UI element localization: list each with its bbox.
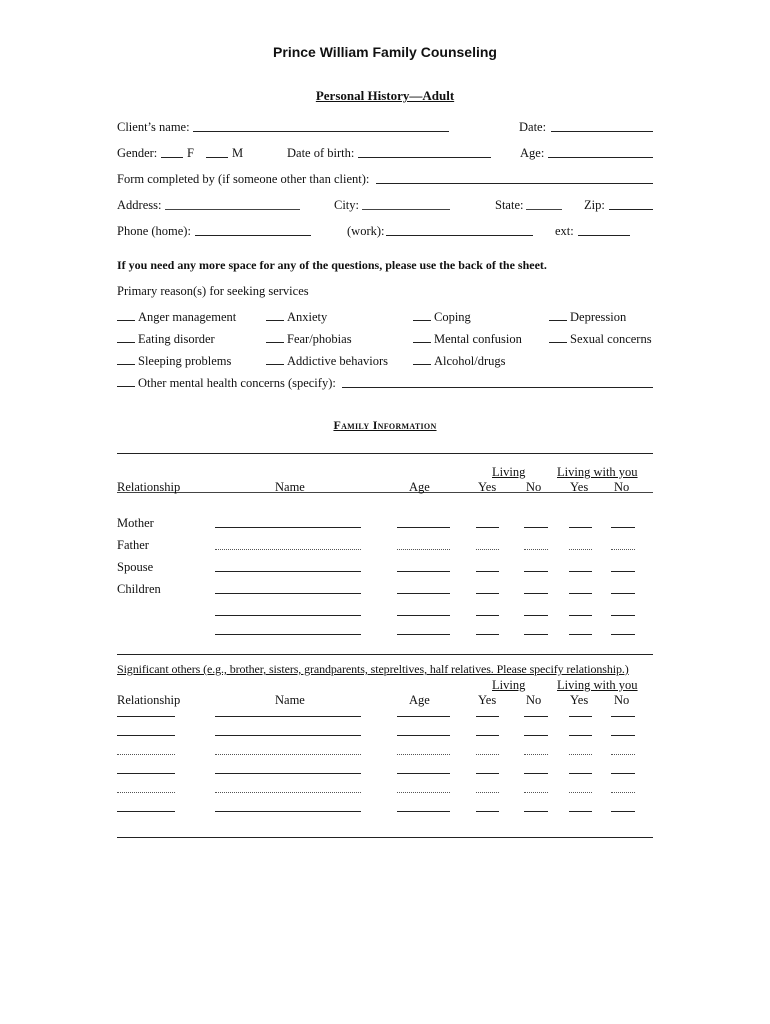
family-age-field-5[interactable] (397, 615, 450, 616)
reason-addictive[interactable]: Addictive behaviors (266, 354, 388, 369)
family-row-children: Children (117, 582, 161, 596)
family-col-with-yes: Yes (570, 480, 589, 494)
reason-coping[interactable]: Coping (413, 310, 471, 325)
others-name-field-4[interactable] (215, 773, 361, 774)
others-living-yes-field-4[interactable] (476, 773, 499, 774)
others-name-field-1[interactable] (215, 716, 361, 717)
others-living-no-field-3[interactable] (524, 754, 548, 755)
others-relationship-field-3[interactable] (117, 754, 175, 755)
family-living-no-field-3[interactable] (524, 571, 548, 572)
others-divider-bottom (117, 837, 653, 838)
dob-field[interactable] (358, 157, 491, 158)
others-with-yes-field-5[interactable] (569, 792, 592, 793)
family-living-yes-field-1[interactable] (476, 527, 499, 528)
others-living-no-field-1[interactable] (524, 716, 548, 717)
dob-label: Date of birth: (287, 146, 355, 160)
ext-label: ext: (555, 224, 574, 238)
family-living-yes-field-2[interactable] (476, 549, 499, 550)
reasons-heading: Primary reason(s) for seeking services (117, 284, 309, 298)
completed-by-field[interactable] (376, 183, 653, 184)
date-label: Date: (519, 120, 547, 134)
family-col-living-with: Living with you (557, 465, 638, 479)
others-with-no-field-2[interactable] (611, 735, 635, 736)
family-age-field-3[interactable] (397, 571, 450, 572)
others-col-living-no: No (526, 693, 542, 707)
reason-other-field[interactable] (342, 387, 653, 388)
state-label: State: (495, 198, 524, 212)
others-col-living-yes: Yes (478, 693, 497, 707)
others-name-field-6[interactable] (215, 811, 361, 812)
phone-home-label: Phone (home): (117, 224, 191, 238)
reason-anxiety[interactable]: Anxiety (266, 310, 327, 325)
others-age-field-4[interactable] (397, 773, 450, 774)
family-living-yes-field-4[interactable] (476, 593, 499, 594)
reason-alcohol[interactable]: Alcohol/drugs (413, 354, 506, 369)
family-age-field-2[interactable] (397, 549, 450, 550)
reason-eating[interactable]: Eating disorder (117, 332, 215, 347)
reason-depression[interactable]: Depression (549, 310, 626, 325)
others-with-no-field-6[interactable] (611, 811, 635, 812)
others-col-with-no: No (614, 693, 630, 707)
client-name-field[interactable] (193, 131, 449, 132)
family-with-yes-field-5[interactable] (569, 615, 592, 616)
others-age-field-1[interactable] (397, 716, 450, 717)
family-name-field-2[interactable] (215, 549, 361, 550)
others-age-field-5[interactable] (397, 792, 450, 793)
family-name-field-6[interactable] (215, 634, 361, 635)
others-heading: Significant others (e.g., brother, sisters, grandparents, stepreltives, half relatives. Please specify relationship.) (117, 662, 629, 676)
others-col-living-with: Living with you (557, 678, 638, 692)
reason-fear[interactable]: Fear/phobias (266, 332, 352, 347)
family-divider-top (117, 453, 653, 454)
zip-label: Zip: (584, 198, 605, 212)
family-col-living-yes: Yes (478, 480, 497, 494)
family-living-no-field-4[interactable] (524, 593, 548, 594)
completed-by-label: Form completed by (if someone other than client): (117, 172, 370, 186)
others-age-field-6[interactable] (397, 811, 450, 812)
others-living-no-field-2[interactable] (524, 735, 548, 736)
family-with-no-field-4[interactable] (611, 593, 635, 594)
family-with-no-field-6[interactable] (611, 634, 635, 635)
address-field[interactable] (165, 209, 300, 210)
family-with-no-field-2[interactable] (611, 549, 635, 550)
others-living-no-field-4[interactable] (524, 773, 548, 774)
family-with-yes-field-1[interactable] (569, 527, 592, 528)
others-relationship-field-5[interactable] (117, 792, 175, 793)
others-living-yes-field-1[interactable] (476, 716, 499, 717)
family-age-field-1[interactable] (397, 527, 450, 528)
space-note: If you need any more space for any of the questions, please use the back of the sheet. (117, 258, 547, 272)
address-label: Address: (117, 198, 162, 212)
others-col-relationship: Relationship (117, 693, 181, 707)
family-divider-bottom (117, 654, 653, 655)
reason-other[interactable]: Other mental health concerns (specify): (117, 376, 336, 391)
family-living-no-field-1[interactable] (524, 527, 548, 528)
state-field[interactable] (526, 209, 562, 210)
family-age-field-6[interactable] (397, 634, 450, 635)
form-title: Personal History—Adult (315, 88, 455, 103)
others-with-no-field-4[interactable] (611, 773, 635, 774)
city-field[interactable] (362, 209, 450, 210)
family-row-spouse: Spouse (117, 560, 154, 574)
family-with-no-field-1[interactable] (611, 527, 635, 528)
family-age-field-4[interactable] (397, 593, 450, 594)
others-living-yes-field-3[interactable] (476, 754, 499, 755)
others-living-no-field-5[interactable] (524, 792, 548, 793)
gender-f-label: F (187, 146, 194, 160)
reason-anger[interactable]: Anger management (117, 310, 236, 325)
others-relationship-field-4[interactable] (117, 773, 175, 774)
reason-confusion[interactable]: Mental confusion (413, 332, 522, 347)
family-row-mother: Mother (117, 516, 154, 530)
client-name-label: Client’s name: (117, 120, 190, 134)
family-col-name: Name (275, 480, 305, 494)
others-with-no-field-5[interactable] (611, 792, 635, 793)
age-field[interactable] (548, 157, 653, 158)
others-col-age: Age (409, 693, 430, 707)
family-col-relationship: Relationship (117, 480, 181, 494)
others-relationship-field-2[interactable] (117, 735, 175, 736)
family-heading: Family Information (333, 418, 437, 432)
others-name-field-3[interactable] (215, 754, 361, 755)
others-age-field-2[interactable] (397, 735, 450, 736)
others-name-field-2[interactable] (215, 735, 361, 736)
gender-label: Gender: (117, 146, 158, 160)
family-name-field-3[interactable] (215, 571, 361, 572)
others-living-yes-field-2[interactable] (476, 735, 499, 736)
family-living-no-field-5[interactable] (524, 615, 548, 616)
family-with-no-field-5[interactable] (611, 615, 635, 616)
others-with-yes-field-3[interactable] (569, 754, 592, 755)
zip-field[interactable] (609, 209, 653, 210)
others-with-yes-field-1[interactable] (569, 716, 592, 717)
family-with-yes-field-6[interactable] (569, 634, 592, 635)
others-living-yes-field-5[interactable] (476, 792, 499, 793)
family-row-father: Father (117, 538, 149, 552)
gender-m-label: M (232, 146, 244, 160)
family-with-yes-field-2[interactable] (569, 549, 592, 550)
family-name-field-5[interactable] (215, 615, 361, 616)
ext-field[interactable] (578, 235, 630, 236)
others-relationship-field-6[interactable] (117, 811, 175, 812)
family-col-living-no: No (526, 480, 542, 494)
reason-sexual[interactable]: Sexual concerns (549, 332, 652, 347)
family-living-yes-field-3[interactable] (476, 571, 499, 572)
others-with-yes-field-4[interactable] (569, 773, 592, 774)
family-with-no-field-3[interactable] (611, 571, 635, 572)
others-with-no-field-3[interactable] (611, 754, 635, 755)
others-living-no-field-6[interactable] (524, 811, 548, 812)
age-label: Age: (520, 146, 545, 160)
others-with-yes-field-2[interactable] (569, 735, 592, 736)
others-col-living: Living (492, 678, 526, 692)
date-field[interactable] (551, 131, 653, 132)
others-with-yes-field-6[interactable] (569, 811, 592, 812)
others-with-no-field-1[interactable] (611, 716, 635, 717)
others-col-with-yes: Yes (570, 693, 589, 707)
reason-sleeping[interactable]: Sleeping problems (117, 354, 231, 369)
others-age-field-3[interactable] (397, 754, 450, 755)
others-name-field-5[interactable] (215, 792, 361, 793)
gender-m-field[interactable] (206, 157, 228, 158)
family-name-field-1[interactable] (215, 527, 361, 528)
family-living-no-field-6[interactable] (524, 634, 548, 635)
family-living-yes-field-5[interactable] (476, 615, 499, 616)
phone-home-field[interactable] (195, 235, 311, 236)
family-living-yes-field-6[interactable] (476, 634, 499, 635)
family-with-yes-field-3[interactable] (569, 571, 592, 572)
family-living-no-field-2[interactable] (524, 549, 548, 550)
org-name: Prince William Family Counseling (273, 44, 497, 60)
others-col-name: Name (275, 693, 305, 707)
family-col-age: Age (409, 480, 430, 494)
phone-work-label: (work): (347, 224, 385, 238)
family-col-living: Living (492, 465, 526, 479)
phone-work-field[interactable] (386, 235, 533, 236)
others-relationship-field-1[interactable] (117, 716, 175, 717)
family-name-field-4[interactable] (215, 593, 361, 594)
family-col-with-no: No (614, 480, 630, 494)
others-living-yes-field-6[interactable] (476, 811, 499, 812)
gender-f-field[interactable] (161, 157, 183, 158)
city-label: City: (334, 198, 360, 212)
family-with-yes-field-4[interactable] (569, 593, 592, 594)
